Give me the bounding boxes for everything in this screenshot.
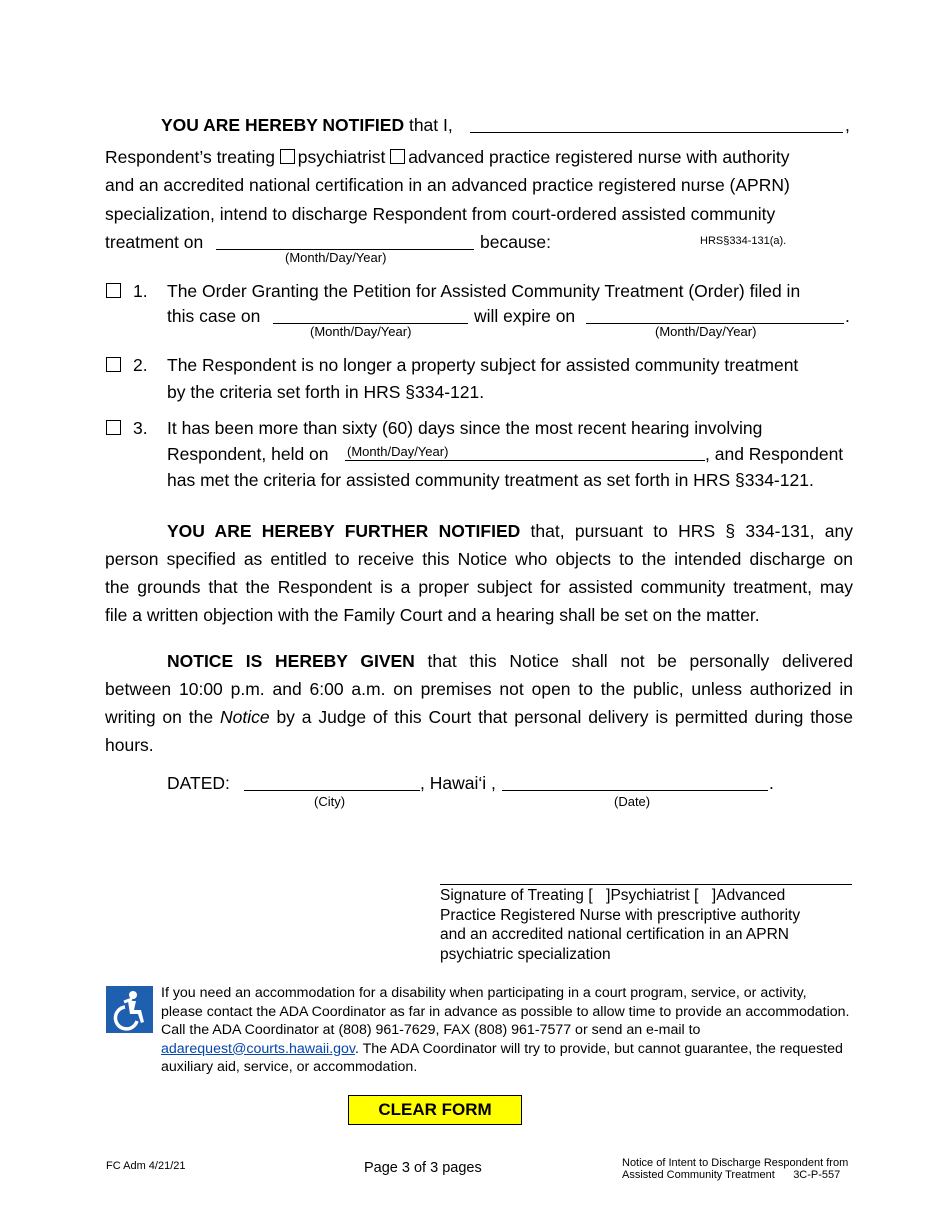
hawaii-label: , Hawai‘i ,: [420, 773, 496, 793]
order-filed-date-caption: (Month/Day/Year): [310, 324, 412, 339]
because-label: because:: [480, 232, 552, 252]
reason-1-item: 1.: [106, 277, 148, 305]
delivery-notice-line-4: hours.: [105, 735, 154, 755]
notice-intro-line: YOU ARE HEREBY NOTIFIED that I,: [161, 115, 453, 135]
reason-1-expire-label: will expire on: [474, 306, 576, 326]
ada-notice: If you need an accommodation for a disability when participating in a court program, service, or activity, please contact the ADA Coordinator as far in advance as possible to allow time to provide an accommodation. Call the ADA Coordinator at (808) 961-7629, FAX (808) 961-7577 or send an e-mail to adarequest@courts.hawaii.gov. The ADA Coordinator will try to provide, but cannot guarantee, the requested auxiliary aid, service, or accommodation.: [161, 985, 850, 1075]
reason-3-text-3: has met the criteria for assisted community treatment as set forth in HRS §334-121.: [167, 470, 814, 490]
delivery-notice-line-3: writing on the Notice by a Judge of this Court that personal delivery is permitted during those: [105, 707, 854, 727]
signature-line-2: Practice Registered Nurse with prescriptive authority: [440, 906, 801, 924]
aprn-checkbox[interactable]: [390, 149, 405, 164]
clear-form-button[interactable]: CLEAR FORM: [348, 1095, 522, 1125]
reason-3-item: 3.: [106, 414, 148, 442]
city-field[interactable]: [244, 790, 420, 791]
order-expire-date-caption: (Month/Day/Year): [655, 324, 757, 339]
footer-page-number: Page 3 of 3 pages: [364, 1160, 482, 1176]
reason-2-item: 2.: [106, 351, 148, 379]
further-notice-line-1: YOU ARE HEREBY FURTHER NOTIFIED that, pursuant to HRS § 334-131, any: [167, 521, 854, 541]
delivery-notice-line-1: NOTICE IS HEREBY GIVEN that this Notice shall not be personally delivered: [167, 651, 853, 671]
date-caption: (Date): [614, 794, 651, 809]
reason-3-checkbox[interactable]: [106, 420, 121, 435]
psychiatrist-checkbox[interactable]: [280, 149, 295, 164]
reason-1-text: The Order Granting the Petition for Assisted Community Treatment (Order) filed in: [167, 281, 801, 301]
psychiatrist-bracket-checkbox[interactable]: [ ]: [588, 887, 611, 904]
notice-heading: YOU ARE HEREBY NOTIFIED: [161, 115, 405, 135]
hearing-date-caption: (Month/Day/Year): [347, 444, 449, 459]
treating-name-field[interactable]: [470, 132, 843, 133]
reason-1-period: .: [845, 306, 850, 326]
signature-line-4: psychiatric specialization: [440, 945, 611, 963]
reason-2-checkbox[interactable]: [106, 357, 121, 372]
reason-3-and-respondent: , and Respondent: [705, 444, 844, 464]
city-caption: (City): [314, 794, 346, 809]
footer-title: Notice of Intent to Discharge Respondent from Assisted Community Treatment 3C-P-557: [622, 1157, 849, 1181]
footer-form-number: 3C-P-557: [793, 1169, 841, 1181]
signature-line-1: Signature of Treating [ ]Psychiatrist [ ]Advanced: [440, 887, 786, 904]
dated-period: .: [769, 773, 774, 793]
signature-line-3: and an accredited national certification in an APRN: [440, 926, 789, 943]
reason-3-text: It has been more than sixty (60) days since the most recent hearing involving: [167, 418, 763, 438]
ada-email-link[interactable]: adarequest@courts.hawaii.gov: [161, 1040, 355, 1057]
delivery-notice-line-2: between 10:00 p.m. and 6:00 a.m. on premises not open to the public, unless authorized in: [105, 679, 853, 699]
reason-1-filed-on-label: this case on: [167, 306, 261, 326]
discharge-date-caption: (Month/Day/Year): [285, 250, 387, 265]
further-notice-line-2: person specified as entitled to receive this Notice who objects to the intended discharge on: [105, 549, 853, 569]
signature-block: [440, 884, 852, 964]
hearing-date-field[interactable]: [345, 460, 705, 461]
reason-1-checkbox[interactable]: [106, 283, 121, 298]
date-field[interactable]: [502, 790, 768, 791]
reason-2-text-2: by the criteria set forth in HRS §334-121.: [167, 382, 485, 402]
delivery-notice-heading: NOTICE IS HEREBY GIVEN: [167, 651, 415, 671]
further-notice-line-4: file a written objection with the Family Court and a hearing shall be set on the matter.: [105, 605, 760, 625]
notice-line-3: and an accredited national certification in an advanced practice registered nurse (APRN): [105, 175, 790, 195]
respondent-treating-line: Respondent’s treating psychiatrist advanced practice registered nurse with authority: [105, 147, 790, 167]
dated-label: DATED:: [167, 773, 230, 793]
further-notice-line-3: the grounds that the Respondent is a proper subject for assisted community treatment, may: [105, 577, 853, 597]
accessibility-icon: [106, 986, 153, 1033]
reason-2-text: The Respondent is no longer a property subject for assisted community treatment: [167, 355, 799, 375]
footer-form-code: FC Adm 4/21/21: [106, 1160, 186, 1172]
treatment-on-label: treatment on: [105, 232, 204, 252]
hrs-reference: HRS§334-131(a).: [700, 235, 787, 247]
further-notice-heading: YOU ARE HEREBY FURTHER NOTIFIED: [167, 521, 521, 541]
notice-line-4: specialization, intend to discharge Respondent from court-ordered assisted community: [105, 204, 776, 224]
advanced-bracket-checkbox[interactable]: [ ]: [694, 887, 717, 904]
comma: ,: [845, 115, 850, 135]
reason-3-held-on-label: Respondent, held on: [167, 444, 329, 464]
